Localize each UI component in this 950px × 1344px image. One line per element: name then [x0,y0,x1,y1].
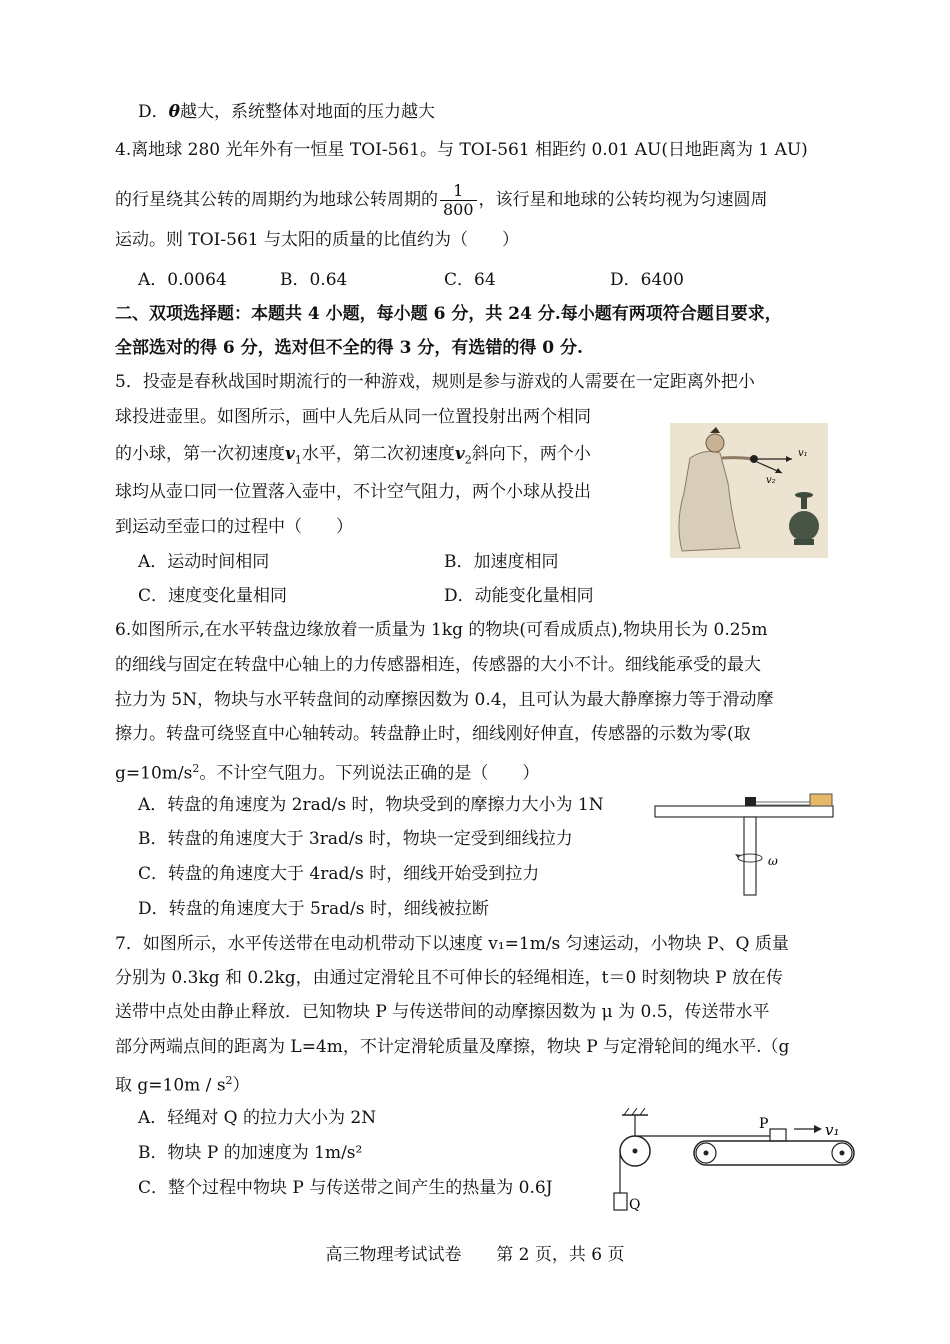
v2-subscript: 2 [464,453,472,467]
pot-lip [795,492,813,498]
q6-line5 [115,757,539,786]
q5-option-d: D．动能变化量相同 [444,586,594,606]
q5-line4: 球均从壶口同一位置落入壶中，不计空气阻力，两个小球从投出 [115,482,591,502]
figure-head [706,434,724,452]
q6-line4: 擦力。转盘可绕竖直中心轴转动。转盘静止时，细线刚好伸直，传感器的示数为零(取 [115,724,751,744]
fraction-numerator: 1 [440,182,477,201]
q7-line5-sup: 2 [225,1074,233,1087]
q7-line5-b: ） [232,1075,250,1096]
footer-page-number: 第 2 页，共 6 页 [496,1245,625,1265]
pot-body [789,511,819,541]
left-roller-axle [704,1151,709,1156]
option-text: 越大，系统整体对地面的压力越大 [179,102,435,122]
label-v1: v₁ [825,1121,840,1139]
q6-line2: 的细线与固定在转盘中心轴上的力传感器相连，传感器的大小不计。细线能承受的最大 [115,655,761,675]
block [810,794,832,806]
q7-line1: 7．如图所示，水平传送带在电动机带动下以速度 v₁=1m/s 匀速运动，小物块 P、Q 质量 [115,934,789,954]
hatch-2 [632,1108,637,1115]
conveyor-diagram [612,1105,862,1220]
fig-label-v1: v₁ [798,448,808,459]
hatch-3 [640,1108,645,1115]
q7-line4: 部分两端点间的距离为 L=4m，不计定滑轮质量及摩擦，物块 P 与定滑轮间的绳水平.（g [115,1037,790,1057]
q4-option-c: C．64 [444,270,496,290]
omega-label: ω [768,854,778,868]
turntable-diagram [650,788,840,898]
ball [750,455,758,463]
q5-option-c: C．速度变化量相同 [138,586,288,606]
label-p: P [759,1116,769,1132]
q6-line5-a: g=10m/s [115,763,193,784]
turntable-disk [655,806,833,817]
q5-line5: 到运动至壶口的过程中（ ） [115,517,353,537]
force-sensor [745,797,756,806]
q4-line1: 4.离地球 280 光年外有一恒星 TOI-561。与 TOI-561 相距约 0.01 AU(日地距离为 1 AU) [115,140,808,160]
v1-arrowhead [814,1125,822,1133]
label-q: Q [629,1197,641,1213]
q7-option-b: B．物块 P 的加速度为 1m/s² [138,1143,363,1163]
footer-title: 高三物理考试试卷 [325,1245,462,1265]
q7-figure-conveyor [612,1105,862,1220]
q6-line5-b: 。不计空气阻力。下列说法正确的是（ ） [199,763,540,784]
q5-option-b: B．加速度相同 [444,552,559,572]
v1-symbol: v [285,444,295,464]
option-letter: D． [138,102,169,122]
q7-line3: 送带中点处由静止释放．已知物块 P 与传送带间的动摩擦因数为 μ 为 0.5，传送带水平 [115,1002,770,1022]
fig-label-v2: v₂ [766,475,776,486]
q7-option-a: A．轻绳对 Q 的拉力大小为 2N [138,1108,377,1128]
q7-option-c: C．整个过程中物块 P 与传送带之间产生的热量为 0.6J [138,1178,553,1198]
q6-line1: 6.如图所示,在水平转盘边缘放着一质量为 1kg 的物块(可看成质点),物块用长为 0.25m [115,620,768,640]
q6-line3: 拉力为 5N，物块与水平转盘间的动摩擦因数为 0.4，且可认为最大静摩擦力等于滑动摩 [115,690,774,710]
q7-line5 [115,1069,250,1098]
fraction-denominator: 800 [443,200,474,219]
q4-line3: 运动。则 TOI-561 与太阳的质量的比值约为（ ） [115,230,519,250]
fraction [440,182,477,219]
q3-option-d [138,100,435,124]
section2-heading-line1: 二、双项选择题：本题共 4 小题，每小题 6 分，共 24 分.每小题有两项符合题目要求， [115,304,782,324]
q7-line5-a: 取 g=10m / s [115,1075,226,1096]
q5-figure-painting [670,423,828,558]
q4-option-b: B．0.64 [280,270,348,290]
q5-line1: 5．投壶是春秋战国时期流行的一种游戏，规则是参与游戏的人需要在一定距离外把小 [115,372,755,392]
conveyor-belt [694,1141,854,1165]
q4-line2 [115,182,768,219]
q4-line2-post: ，该行星和地球的公转均视为匀速圆周 [478,190,768,210]
q4-option-a: A．0.0064 [138,270,227,290]
pulley-axle [633,1149,638,1154]
q7-line2: 分别为 0.3kg 和 0.2kg，由通过定滑轮且不可伸长的轻绳相连，t＝0 时刻物块 P 放在传 [115,968,783,988]
right-roller-axle [840,1151,845,1156]
q6-line5-sup: 2 [192,762,200,775]
pitch-pot-illustration [670,423,828,558]
block-p [770,1129,786,1141]
q5-option-a: A．运动时间相同 [138,552,270,572]
hatch-1 [624,1108,629,1115]
pot-base [794,539,814,545]
q5-line3 [115,442,591,472]
figure-arm [722,458,752,459]
q6-option-b: B．转盘的角速度大于 3rad/s 时，物块一定受到细线拉力 [138,829,573,849]
q5-line2: 球投进壶里。如图所示，画中人先后从同一位置投射出两个相同 [115,407,591,427]
q4-option-d: D．6400 [610,270,684,290]
q5-line3-a: 的小球，第一次初速度 [115,444,285,464]
q6-option-a: A．转盘的角速度为 2rad/s 时，物块受到的摩擦力大小为 1N [138,795,604,815]
q4-line2-pre: 的行星绕其公转的周期约为地球公转周期的 [115,190,438,210]
q5-line3-b: 水平，第二次初速度 [301,444,455,464]
q6-option-d: D．转盘的角速度大于 5rad/s 时，细线被拉断 [138,899,489,919]
q6-option-c: C．转盘的角速度大于 4rad/s 时，细线开始受到拉力 [138,864,540,884]
section2-heading-line2: 全部选对的得 6 分，选对但不全的得 3 分，有选错的得 0 分. [115,338,583,358]
theta-symbol: θ [168,102,180,122]
block-q [614,1193,627,1210]
page-footer [0,1240,950,1265]
shaft [744,817,756,895]
v2-symbol: v [454,444,465,464]
v1-subscript: 1 [294,453,302,467]
q5-line3-c: 斜向下，两个小 [471,444,591,464]
q6-figure-turntable [650,788,840,898]
